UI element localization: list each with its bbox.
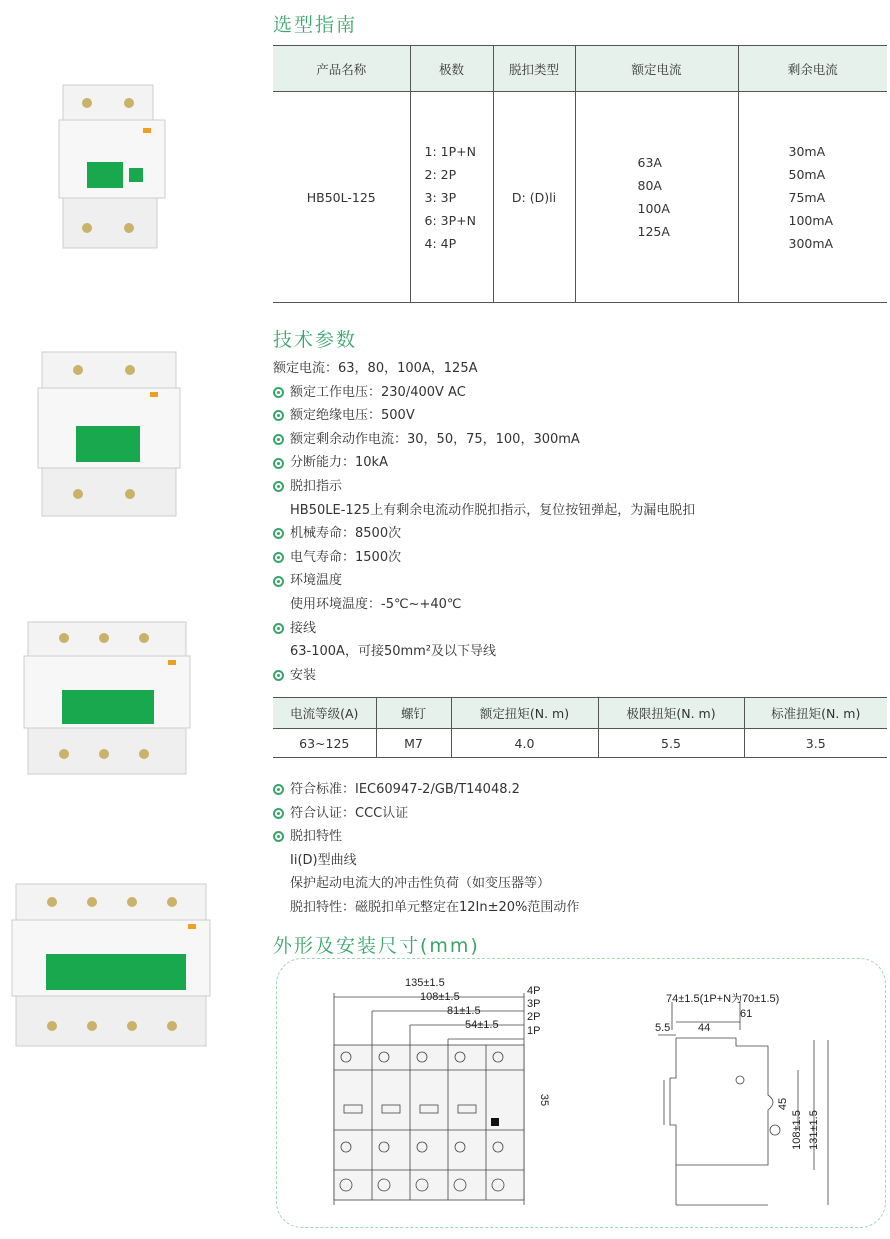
- dim-w2: 81±1.5: [447, 1005, 481, 1017]
- dim-5-5: 5.5: [655, 1022, 671, 1034]
- residual-current-cell: [738, 92, 887, 303]
- rated-current-cell: [575, 92, 738, 303]
- dim-131: 131±1.5: [807, 1110, 820, 1150]
- param-line: [273, 593, 695, 617]
- front-view-drawing: [326, 985, 556, 1210]
- residual-current-option: 100mA: [788, 212, 834, 228]
- param-text: 符合认证：CCC认证: [290, 805, 409, 821]
- torque-table: [273, 697, 887, 758]
- torque-header-standard: 标准扭矩(N. m): [744, 698, 887, 729]
- pole-option: 4: 4P: [424, 235, 457, 251]
- pole-option: 6: 3P+N: [424, 212, 476, 228]
- torque-screw-cell: M7: [376, 729, 451, 758]
- dim-p2: 2P: [527, 1011, 541, 1023]
- trip-type-cell: D: (D)li: [493, 92, 575, 303]
- dim-44: 44: [698, 1022, 711, 1034]
- header-residual-current: 剩余电流: [738, 46, 887, 92]
- bullet-icon: [273, 808, 284, 819]
- product-name-cell: HB50L-125: [273, 92, 410, 303]
- param-line: [273, 640, 695, 664]
- param-line: [273, 546, 695, 570]
- bullet-icon: [273, 670, 284, 681]
- bullet-icon: [273, 552, 284, 563]
- header-rated-current: 额定电流: [575, 46, 738, 92]
- param-line: [273, 825, 579, 849]
- param-text: 机械寿命：8500次: [290, 526, 402, 542]
- bullet-icon: [273, 458, 284, 469]
- param-text: 脱扣指示: [290, 478, 343, 494]
- dim-side-top: 74±1.5(1P+N为70±1.5): [666, 993, 780, 1005]
- residual-current-option: 300mA: [788, 235, 834, 251]
- tech-params-list: [273, 357, 695, 687]
- param-text: 脱扣特性: [290, 829, 343, 845]
- param-line: [273, 428, 695, 452]
- param-text: 额定电流：63，80，100A，125A: [273, 361, 478, 376]
- rated-current-option: 80A: [637, 178, 662, 193]
- bullet-icon: [273, 410, 284, 421]
- param-line: [273, 778, 579, 802]
- dim-w1: 54±1.5: [465, 1019, 499, 1031]
- header-trip-type: 脱扣类型: [493, 46, 575, 92]
- param-line: [273, 664, 695, 688]
- torque-limit-cell: 5.5: [598, 729, 744, 758]
- bullet-icon: [273, 387, 284, 398]
- param-line: [273, 499, 695, 523]
- param-line: [273, 617, 695, 641]
- param-line: [273, 896, 579, 920]
- residual-current-option: 30mA: [788, 143, 826, 159]
- breaker-3p-image: [22, 618, 192, 778]
- rated-current-option: 63A: [637, 155, 662, 170]
- poles-cell: [410, 92, 493, 303]
- torque-header-limit: 极限扭矩(N. m): [598, 698, 744, 729]
- torque-header-current: 电流等级(A): [273, 698, 376, 729]
- pole-option: 1: 1P+N: [424, 143, 476, 159]
- bullet-icon: [273, 434, 284, 445]
- side-view-drawing: [650, 1000, 830, 1210]
- bullet-icon: [273, 784, 284, 795]
- dim-p3: 3P: [527, 998, 541, 1010]
- breaker-1p-image: [57, 80, 167, 255]
- bullet-icon: [273, 528, 284, 539]
- rated-current-option: 125A: [637, 224, 670, 239]
- tech-params-list-2: [273, 778, 579, 920]
- param-line: [273, 569, 695, 593]
- bullet-icon: [273, 831, 284, 842]
- residual-current-option: 75mA: [788, 189, 826, 205]
- param-line: [273, 357, 695, 381]
- selection-table: [273, 45, 887, 303]
- param-text: 额定工作电压：230/400V AC: [290, 384, 466, 400]
- dim-61: 61: [740, 1008, 753, 1020]
- param-text: 使用环境温度：-5℃~+40℃: [290, 596, 462, 612]
- param-text: 接线: [290, 620, 317, 636]
- torque-header-screw: 螺钉: [376, 698, 451, 729]
- header-poles: 极数: [410, 46, 493, 92]
- param-text: Ii(D)型曲线: [290, 852, 357, 868]
- dim-p4: 4P: [527, 985, 541, 997]
- dim-h35: 35: [538, 1093, 551, 1107]
- param-text: 安装: [290, 667, 317, 683]
- param-text: 电气寿命：1500次: [290, 549, 402, 565]
- residual-current-option: 50mA: [788, 166, 826, 182]
- param-text: 脱扣特性：磁脱扣单元整定在12In±20%范围动作: [290, 899, 580, 915]
- param-line: [273, 802, 579, 826]
- torque-standard-cell: 3.5: [744, 729, 887, 758]
- param-text: 分断能力：10kA: [290, 455, 388, 471]
- param-line: [273, 381, 695, 405]
- rated-current-option: 100A: [637, 201, 670, 216]
- param-line: [273, 451, 695, 475]
- pole-option: 3: 3P: [424, 189, 457, 205]
- param-text: 符合标准：IEC60947-2/GB/T14048.2: [290, 782, 520, 797]
- bullet-icon: [273, 481, 284, 492]
- torque-current-cell: 63~125: [273, 729, 376, 758]
- dim-p1: 1P: [527, 1025, 541, 1037]
- tech-title: 技术参数: [273, 329, 358, 351]
- torque-header-rated: 额定扭矩(N. m): [451, 698, 598, 729]
- param-line: [273, 475, 695, 499]
- param-line: [273, 872, 579, 896]
- param-line: [273, 404, 695, 428]
- param-text: 保护起动电流大的冲击性负荷（如变压器等）: [290, 876, 551, 892]
- param-line: [273, 522, 695, 546]
- param-text: 63-100A，可接50mm²及以下导线: [290, 644, 497, 660]
- header-product-name: 产品名称: [273, 46, 410, 92]
- selection-title: 选型指南: [273, 14, 358, 36]
- dim-45: 45: [777, 1097, 790, 1111]
- param-text: 额定剩余动作电流：30，50，75，100，300mA: [290, 431, 580, 447]
- param-line: [273, 849, 579, 873]
- dim-w4: 135±1.5: [405, 977, 445, 989]
- breaker-4p-image: [10, 880, 212, 1052]
- torque-rated-cell: 4.0: [451, 729, 598, 758]
- dim-w3: 108±1.5: [420, 991, 460, 1003]
- bullet-icon: [273, 576, 284, 587]
- dimensions-title: 外形及安装尺寸(mm): [273, 935, 480, 957]
- param-text: 额定绝缘电压：500V: [290, 408, 415, 424]
- pole-option: 2: 2P: [424, 166, 457, 182]
- dim-108: 108±1.5: [790, 1110, 803, 1150]
- param-text: HB50LE-125上有剩余电流动作脱扣指示，复位按钮弹起，为漏电脱扣: [290, 502, 696, 518]
- bullet-icon: [273, 623, 284, 634]
- breaker-2p-image: [36, 348, 182, 520]
- param-text: 环境温度: [290, 573, 343, 589]
